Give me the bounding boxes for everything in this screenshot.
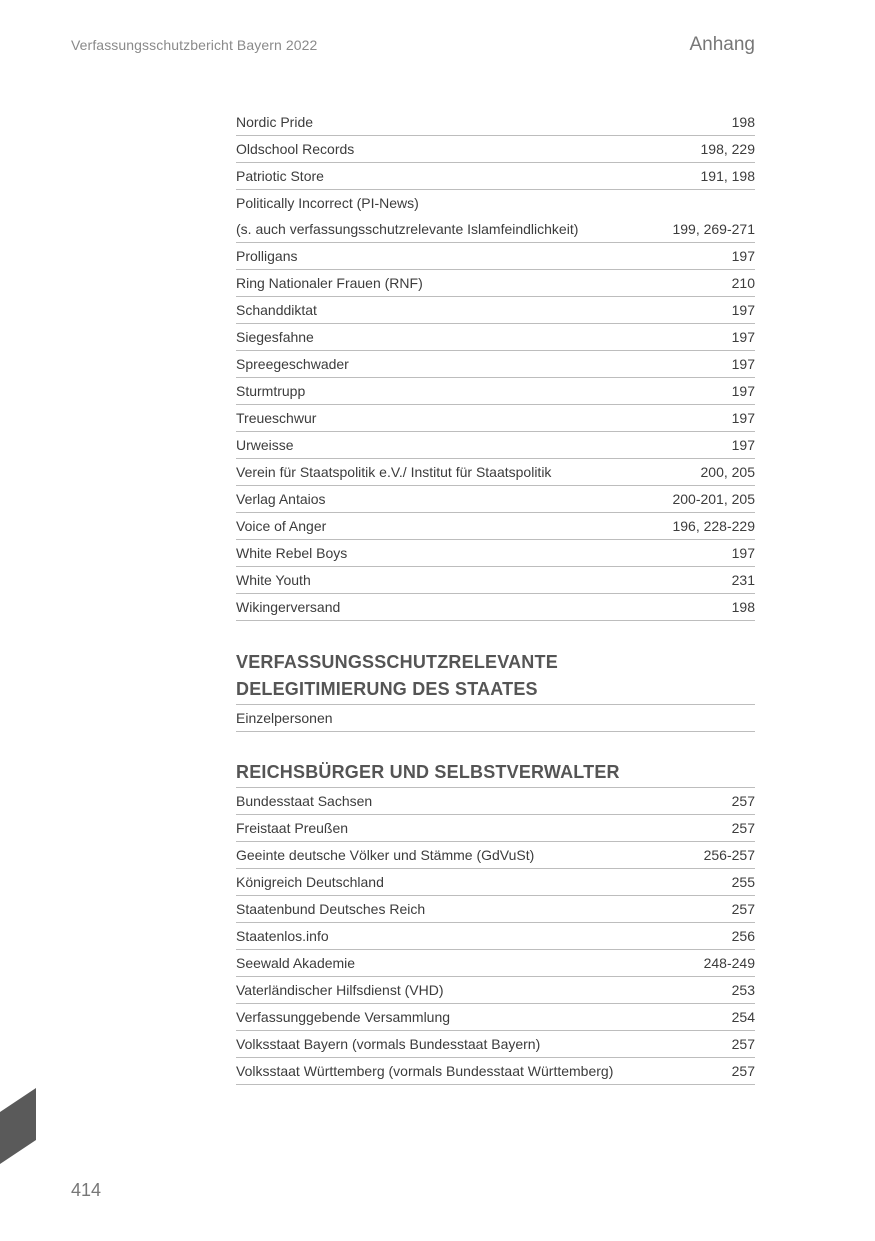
index-entry [236,190,755,216]
entry-pages: 200-201, 205 [672,491,755,507]
entry-pages: 197 [731,248,755,264]
index-entry [236,788,755,815]
entry-name: Geeinte deutsche Völker und Stämme (GdVuSt) [236,847,535,863]
entry-name: Prolligans [236,248,298,264]
entry-pages: 257 [731,820,755,836]
index-entry [236,815,755,842]
index-entry [236,540,755,567]
section-title-delegitimierung [236,649,755,705]
entry-pages: 198 [731,599,755,615]
entry-name: Verein für Staatspolitik e.V./ Institut für Staatspolitik [236,464,552,480]
entry-name: Verfassunggebende Versammlung [236,1009,451,1025]
index-entry [236,109,755,136]
entry-name: Volksstaat Bayern (vormals Bundesstaat Bayern) [236,1036,541,1052]
index-list-top [236,109,755,621]
entry-pages: 210 [731,275,755,291]
entry-name: Spreegeschwader [236,356,349,372]
index-entry [236,378,755,405]
entry-pages: 191, 198 [700,168,755,184]
entry-pages: 197 [731,356,755,372]
entry-pages: 257 [731,901,755,917]
index-entry [236,1031,755,1058]
entry-name: (s. auch verfassungsschutzrelevante Islamfeindlichkeit) [236,221,579,237]
entry-pages: 200, 205 [700,464,755,480]
index-entry [236,486,755,513]
entry-name: Freistaat Preußen [236,820,349,836]
entry-name: Wikingerversand [236,599,341,615]
index-list-delegitimierung [236,705,755,732]
entry-pages: 231 [731,572,755,588]
entry-pages: 198 [731,114,755,130]
entry-pages: 197 [731,383,755,399]
entry-name: Schanddiktat [236,302,317,318]
index-entry [236,567,755,594]
entry-pages: 257 [731,1036,755,1052]
entry-name: White Rebel Boys [236,545,348,561]
index-entry [236,405,755,432]
corner-mark-icon [0,1088,36,1164]
index-entry [236,896,755,923]
entry-pages: 199, 269-271 [672,221,755,237]
index-list-reichsbuerger [236,788,755,1085]
entry-pages: 253 [731,982,755,998]
section-title-line: VERFASSUNGSSCHUTZRELEVANTE [236,652,558,672]
index-entry [236,950,755,977]
index-entry [236,513,755,540]
entry-name: Bundesstaat Sachsen [236,793,373,809]
entry-name: Verlag Antaios [236,491,326,507]
index-entry [236,136,755,163]
index-entry [236,324,755,351]
index-entry [236,1058,755,1085]
index-entry [236,1004,755,1031]
entry-name: Volksstaat Württemberg (vormals Bundesstaat Württemberg) [236,1063,614,1079]
entry-pages: 197 [731,410,755,426]
entry-name: Vaterländischer Hilfsdienst (VHD) [236,982,444,998]
index-entry [236,243,755,270]
entry-pages: 255 [731,874,755,890]
entry-pages: 256 [731,928,755,944]
entry-name: Voice of Anger [236,518,327,534]
entry-pages: 257 [731,793,755,809]
entry-name: Einzelpersonen [236,710,333,726]
page-number: 414 [71,1180,102,1200]
index-entry [236,216,755,243]
entry-name: Oldschool Records [236,141,355,157]
running-header-section: Anhang [689,34,755,55]
index-entry [236,705,755,732]
entry-name: Seewald Akademie [236,955,356,971]
entry-pages: 257 [731,1063,755,1079]
entry-name: Staatenbund Deutsches Reich [236,901,426,917]
entry-name: Staatenlos.info [236,928,329,944]
entry-pages: 248-249 [703,955,755,971]
index-entry [236,869,755,896]
entry-name: Politically Incorrect (PI-News) [236,195,419,211]
entry-name: Patriotic Store [236,168,324,184]
entry-pages: 197 [731,437,755,453]
entry-pages: 197 [731,545,755,561]
entry-name: Urweisse [236,437,294,453]
entry-name: Sturmtrupp [236,383,306,399]
index-entry [236,297,755,324]
section-title-reichsbuerger: REICHSBÜRGER UND SELBSTVERWALTER [236,759,755,788]
index-entry [236,977,755,1004]
index-entry [236,923,755,950]
index-entry [236,270,755,297]
index-entry [236,842,755,869]
index-entry [236,163,755,190]
index-entry [236,432,755,459]
index-entry [236,594,755,621]
entry-pages: 254 [731,1009,755,1025]
entry-pages: 196, 228-229 [672,518,755,534]
entry-pages: 197 [731,329,755,345]
entry-name: Siegesfahne [236,329,314,345]
entry-pages: 256-257 [703,847,755,863]
index-entry [236,351,755,378]
entry-name: Treueschwur [236,410,317,426]
section-title-line: DELEGITIMIERUNG DES STAATES [236,679,538,699]
index-content [236,109,755,1085]
entry-name: White Youth [236,572,311,588]
entry-name: Nordic Pride [236,114,314,130]
entry-name: Ring Nationaler Frauen (RNF) [236,275,423,291]
running-header-title: Verfassungsschutzbericht Bayern 2022 [71,37,318,53]
index-entry [236,459,755,486]
entry-pages: 198, 229 [700,141,755,157]
entry-name: Königreich Deutschland [236,874,384,890]
entry-pages: 197 [731,302,755,318]
